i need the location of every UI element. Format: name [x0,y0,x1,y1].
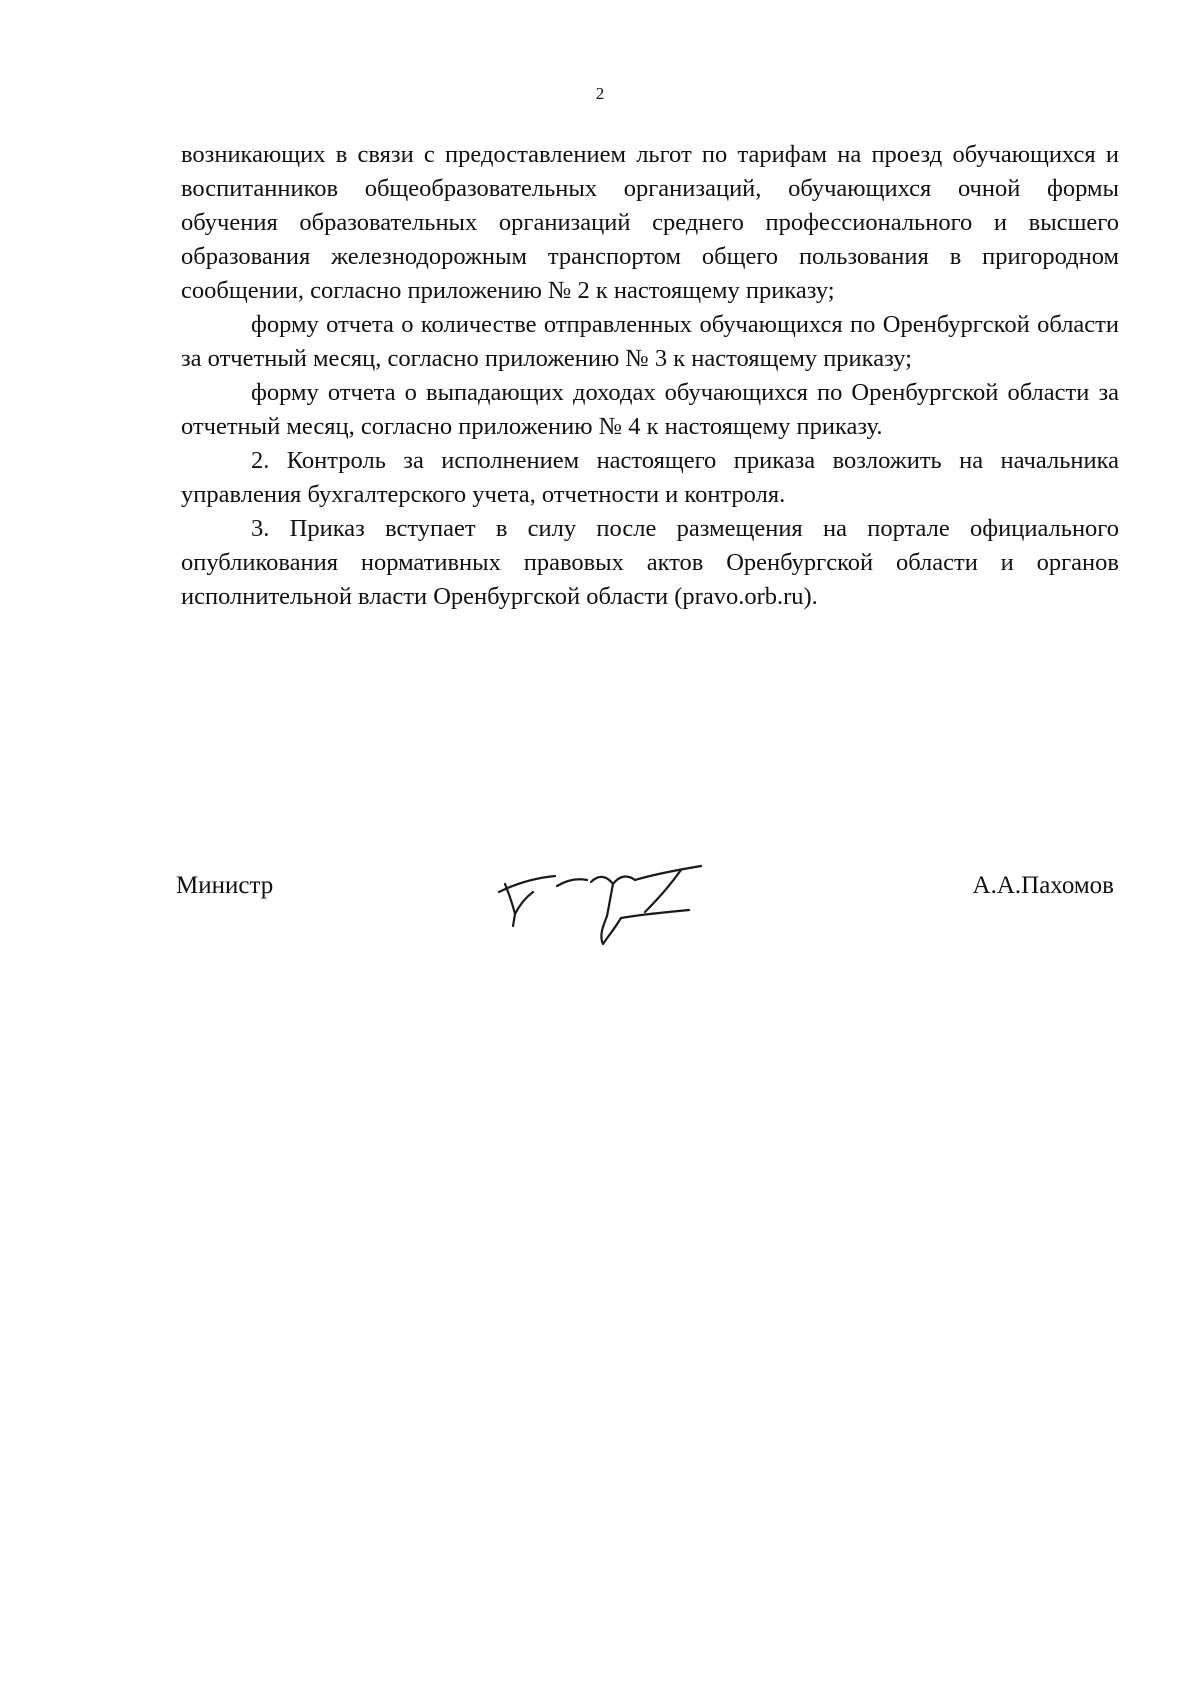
paragraph-continuation: возникающих в связи с предоставлением льгот по тарифам на проезд обучающихся и воспитанников общеобразовательных организаций, обучающихся очной формы обучения образовательных организаций среднего профессионального и высшего образования железнодорожным транспортом общего пользования в пригородном сообщении, согласно приложению № 2 к настоящему приказу; [181,141,1119,304]
paragraph-item-3: 3. Приказ вступает в силу после размещения на портале официального опубликования нормативных правовых актов Оренбургской области и органов исполнительной власти Оренбургской области (pravo.orb.ru). [181,515,1119,610]
signatory-name: А.А.Пахомов [972,872,1114,899]
paragraph-item-2: 2. Контроль за исполнением настоящего приказа возложить на начальника управления бухгалтерского учета, отчетности и контроля. [181,447,1119,508]
paragraph-form-report-income: форму отчета о выпадающих доходах обучающихся по Оренбургской области за отчетный месяц, согласно приложению № 4 к настоящему приказу. [181,379,1119,440]
document-body [181,138,1119,614]
page-number: 2 [595,84,605,103]
paragraph-form-report-count: форму отчета о количестве отправленных обучающихся по Оренбургской области за отчетный месяц, согласно приложению № 3 к настоящему приказу; [181,311,1119,372]
signature-block [0,862,1200,982]
signatory-title: Министр [176,872,274,899]
handwritten-signature [495,854,735,954]
